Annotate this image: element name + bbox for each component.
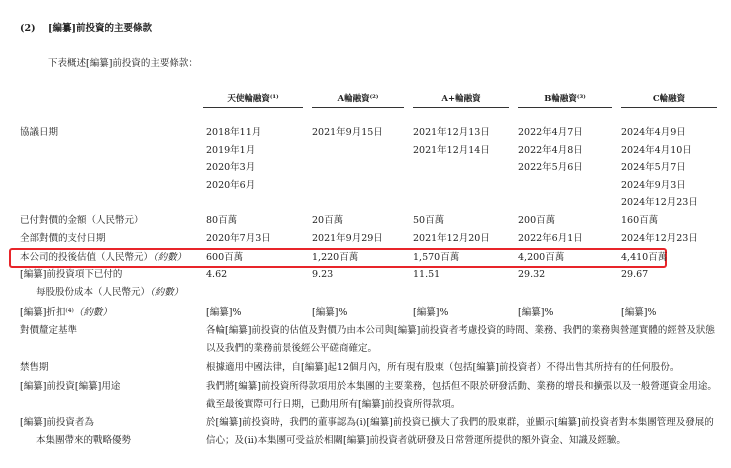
column-header-series-a: A輪融資⁽²⁾: [312, 93, 404, 108]
payment-date-series-b: 2022年6月1日: [518, 233, 583, 244]
agreement-date-series-a: 2021年9月15日: [312, 127, 383, 138]
amount-paid-series-a: 20百萬: [312, 215, 344, 226]
row-label-cost-per-share: [編纂]前投資項下已付的 每股股份成本（人民幣元）（約數）: [20, 269, 184, 298]
section-number: (2): [20, 23, 36, 34]
lockup-text: 根據適用中國法律，自[編纂]起12個月內，所有現有股東（包括[編纂]前投資者）不得出售其所持有的任何股份。: [206, 362, 680, 373]
agreement-date-series-b: 2022年4月7日 2022年4月8日 2022年5月6日: [518, 127, 583, 173]
discount-series-a-plus: [編纂]%: [413, 307, 449, 318]
use-of-proceeds-text: 我們將[編纂]前投資所得款項用於本集團的主要業務，包括但不限於研發活動、業務的增長和擴張以及一般營運資金用途。截至最後實際可行日期，已動用所有[編纂]前投資所得款項。: [206, 381, 717, 410]
cost-per-share-angel: 4.62: [206, 269, 228, 280]
column-header-series-a-plus: A+輪融資: [413, 93, 509, 108]
column-header-series-b: B輪融資⁽³⁾: [518, 93, 612, 108]
strategic-benefits-text: 於[編纂]前投資時，我們的董事認為(i)[編纂]前投資已擴大了我們的股東群，並顯示[編纂]前投資者對本集團管理及發展的信心；及(ii)本集團可受益於相關[編纂]前投資者就研發及日常營運所提供的額外資金、知識及經驗。: [206, 417, 714, 446]
amount-paid-series-a-plus: 50百萬: [413, 215, 445, 226]
amount-paid-series-b: 200百萬: [518, 215, 556, 226]
row-label-lockup: 禁售期: [20, 362, 49, 373]
row-label-amount-paid: 已付對價的金額（人民幣元）: [20, 215, 144, 226]
valuation-series-a: 1,220百萬: [312, 252, 359, 263]
cost-per-share-series-a-plus: 11.51: [413, 269, 441, 280]
column-header-angel: 天使輪融資⁽¹⁾: [203, 93, 303, 108]
amount-paid-angel: 80百萬: [206, 215, 238, 226]
intro-text: 下表概述[編纂]前投資的主要條款：: [48, 58, 198, 69]
discount-series-b: [編纂]%: [518, 307, 554, 318]
agreement-date-series-c: 2024年4月9日 2024年4月10日 2024年5月7日 2024年9月3日 2024年12月23日: [621, 127, 698, 208]
row-label-payment-date: 全部對價的支付日期: [20, 233, 106, 244]
row-label-discount: [編纂]折扣⁽⁴⁾（約數）: [20, 307, 112, 318]
payment-date-series-a-plus: 2021年12月20日: [413, 233, 490, 244]
valuation-series-b: 4,200百萬: [518, 252, 565, 263]
basis-text: 各輪[編纂]前投資的估值及對價乃由本公司與[編纂]前投資者考慮投資的時間、業務、我們的業務與營運實體的經營及狀態以及我們的業務前景後經公平磋商確定。: [206, 325, 715, 354]
amount-paid-series-c: 160百萬: [621, 215, 659, 226]
valuation-series-c: 4,410百萬: [621, 252, 668, 263]
row-label-agreement-date: 協議日期: [20, 127, 59, 138]
agreement-date-angel: 2018年11月 2019年1月 2020年3月 2020年6月: [206, 127, 262, 191]
row-label-valuation: 本公司的投後估值（人民幣元）（約數）: [20, 252, 187, 263]
row-label-use-of-proceeds: [編纂]前投資[編纂]用途: [20, 381, 121, 392]
row-label-basis: 對價釐定基準: [20, 325, 78, 336]
column-header-series-c: C輪融資: [621, 93, 717, 108]
discount-series-c: [編纂]%: [621, 307, 657, 318]
agreement-date-series-a-plus: 2021年12月13日 2021年12月14日: [413, 127, 490, 156]
section-title: [編纂]前投資的主要條款: [48, 23, 152, 34]
valuation-angel: 600百萬: [206, 252, 244, 263]
discount-angel: [編纂]%: [206, 307, 242, 318]
discount-series-a: [編纂]%: [312, 307, 348, 318]
cost-per-share-series-c: 29.67: [621, 269, 649, 280]
payment-date-angel: 2020年7月3日: [206, 233, 271, 244]
cost-per-share-series-a: 9.23: [312, 269, 334, 280]
row-label-strategic-benefits: [編纂]前投資者為 本集團帶來的戰略優勢: [20, 417, 132, 446]
payment-date-series-c: 2024年12月23日: [621, 233, 698, 244]
cost-per-share-series-b: 29.32: [518, 269, 546, 280]
payment-date-series-a: 2021年9月29日: [312, 233, 383, 244]
valuation-series-a-plus: 1,570百萬: [413, 252, 460, 263]
